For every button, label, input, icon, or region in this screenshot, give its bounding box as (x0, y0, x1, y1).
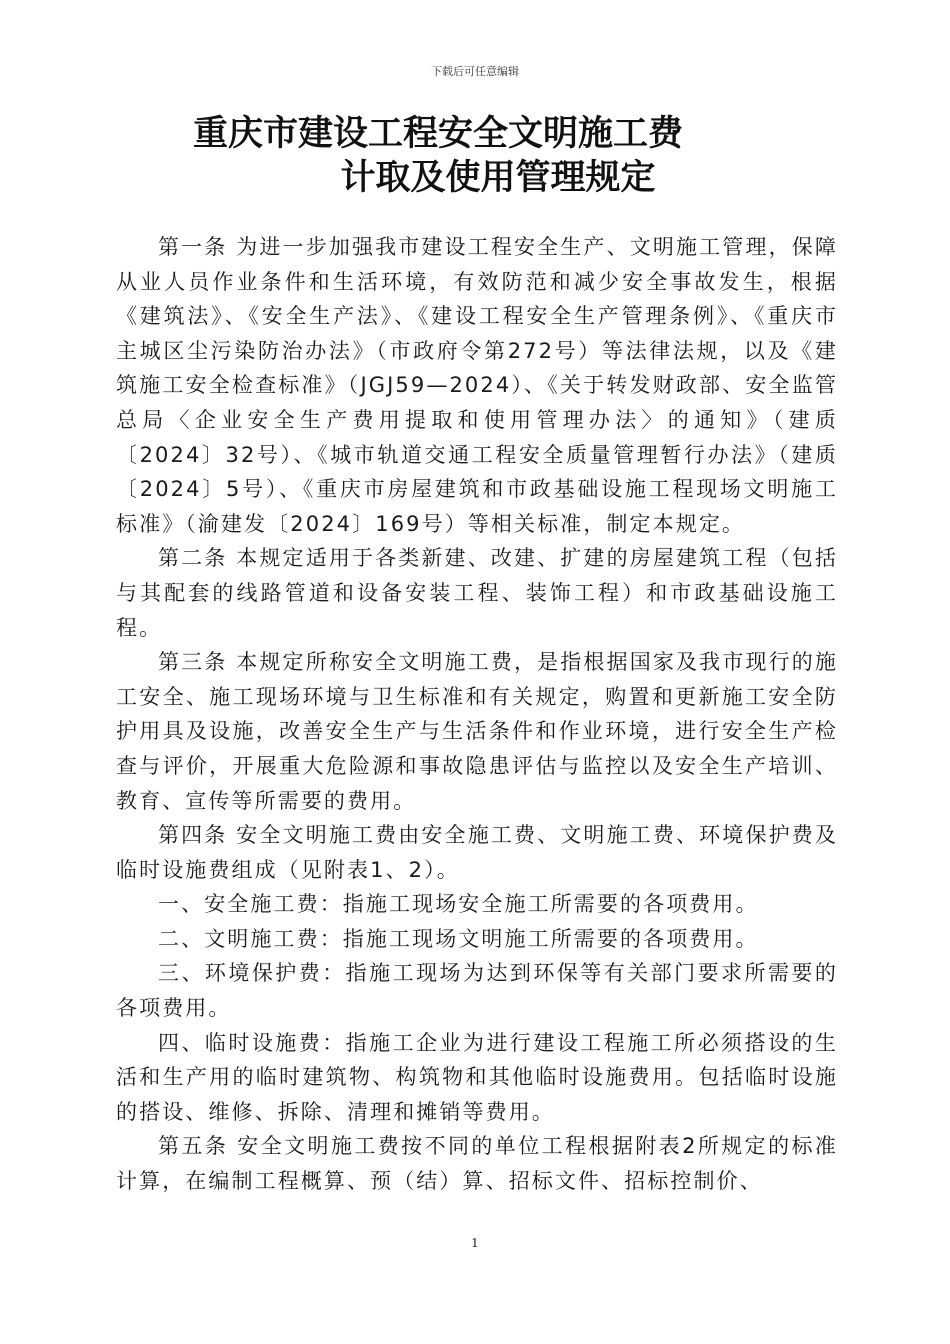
paragraph-item-temporary-facility-fee: 四、临时设施费：指施工企业为进行建设工程施工所必须搭设的生活和生产用的临时建筑物、构筑物和其他临时设施费用。包括临时设施的搭设、维修、拆除、清理和摊销等费用。 (116, 1030, 838, 1124)
paragraph-article-1: 第一条 为进一步加强我市建设工程安全生产、文明施工管理，保障从业人员作业条件和生活环境，有效防范和减少安全事故发生，根据《建筑法》、《安全生产法》、《建设工程安全生产管理条例》、《重庆市主城区尘污染防治办法》（市政府令第272号）等法律法规，以及《建筑施工安全检查标准》（JGJ59—2024）、《关于转发财政部、安全监管总局〈企业安全生产费用提取和使用管理办法〉的通知》（建质〔2024〕32号）、《城市轨道交通工程安全质量管理暂行办法》（建质〔2024〕5号）、《重庆市房屋建筑和市政基础设施工程现场文明施工标准》（渝建发〔2024〕169号）等相关标准，制定本规定。 (116, 235, 838, 536)
paragraph-item-civilized-fee: 二、文明施工费：指施工现场文明施工所需要的各项费用。 (158, 926, 759, 951)
document-title-line-1: 重庆市建设工程安全文明施工费 (192, 113, 683, 154)
paragraph-item-environment-fee: 三、环境保护费：指施工现场为达到环保等有关部门要求所需要的各项费用。 (116, 961, 838, 1021)
paragraph-article-4: 第四条 安全文明施工费由安全施工费、文明施工费、环境保护费及临时设施费组成（见附表1、2）。 (116, 823, 838, 882)
paragraph-item-safety-fee: 一、安全施工费：指施工现场安全施工所需要的各项费用。 (158, 892, 759, 917)
document-body (116, 230, 838, 1199)
header-note: 下载后可任意编辑 (431, 65, 519, 78)
document-title-line-2: 计取及使用管理规定 (340, 157, 656, 198)
paragraph-article-3: 第三条 本规定所称安全文明施工费，是指根据国家及我市现行的施工安全、施工现场环境与卫生标准和有关规定，购置和更新施工安全防护用具及设施，改善安全生产与生活条件和作业环境，进行安全生产检查与评价，开展重大危险源和事故隐患评估与监控以及安全生产培训、教育、宣传等所需要的费用。 (116, 650, 838, 813)
paragraph-article-5: 第五条 安全文明施工费按不同的单位工程根据附表2所规定的标准计算，在编制工程概算、预（结）算、招标文件、招标控制价、 (116, 1134, 838, 1194)
page-number: 1 (471, 1236, 479, 1250)
paragraph-article-2: 第二条 本规定适用于各类新建、改建、扩建的房屋建筑工程（包括与其配套的线路管道和设备安装工程、装饰工程）和市政基础设施工程。 (116, 546, 838, 640)
